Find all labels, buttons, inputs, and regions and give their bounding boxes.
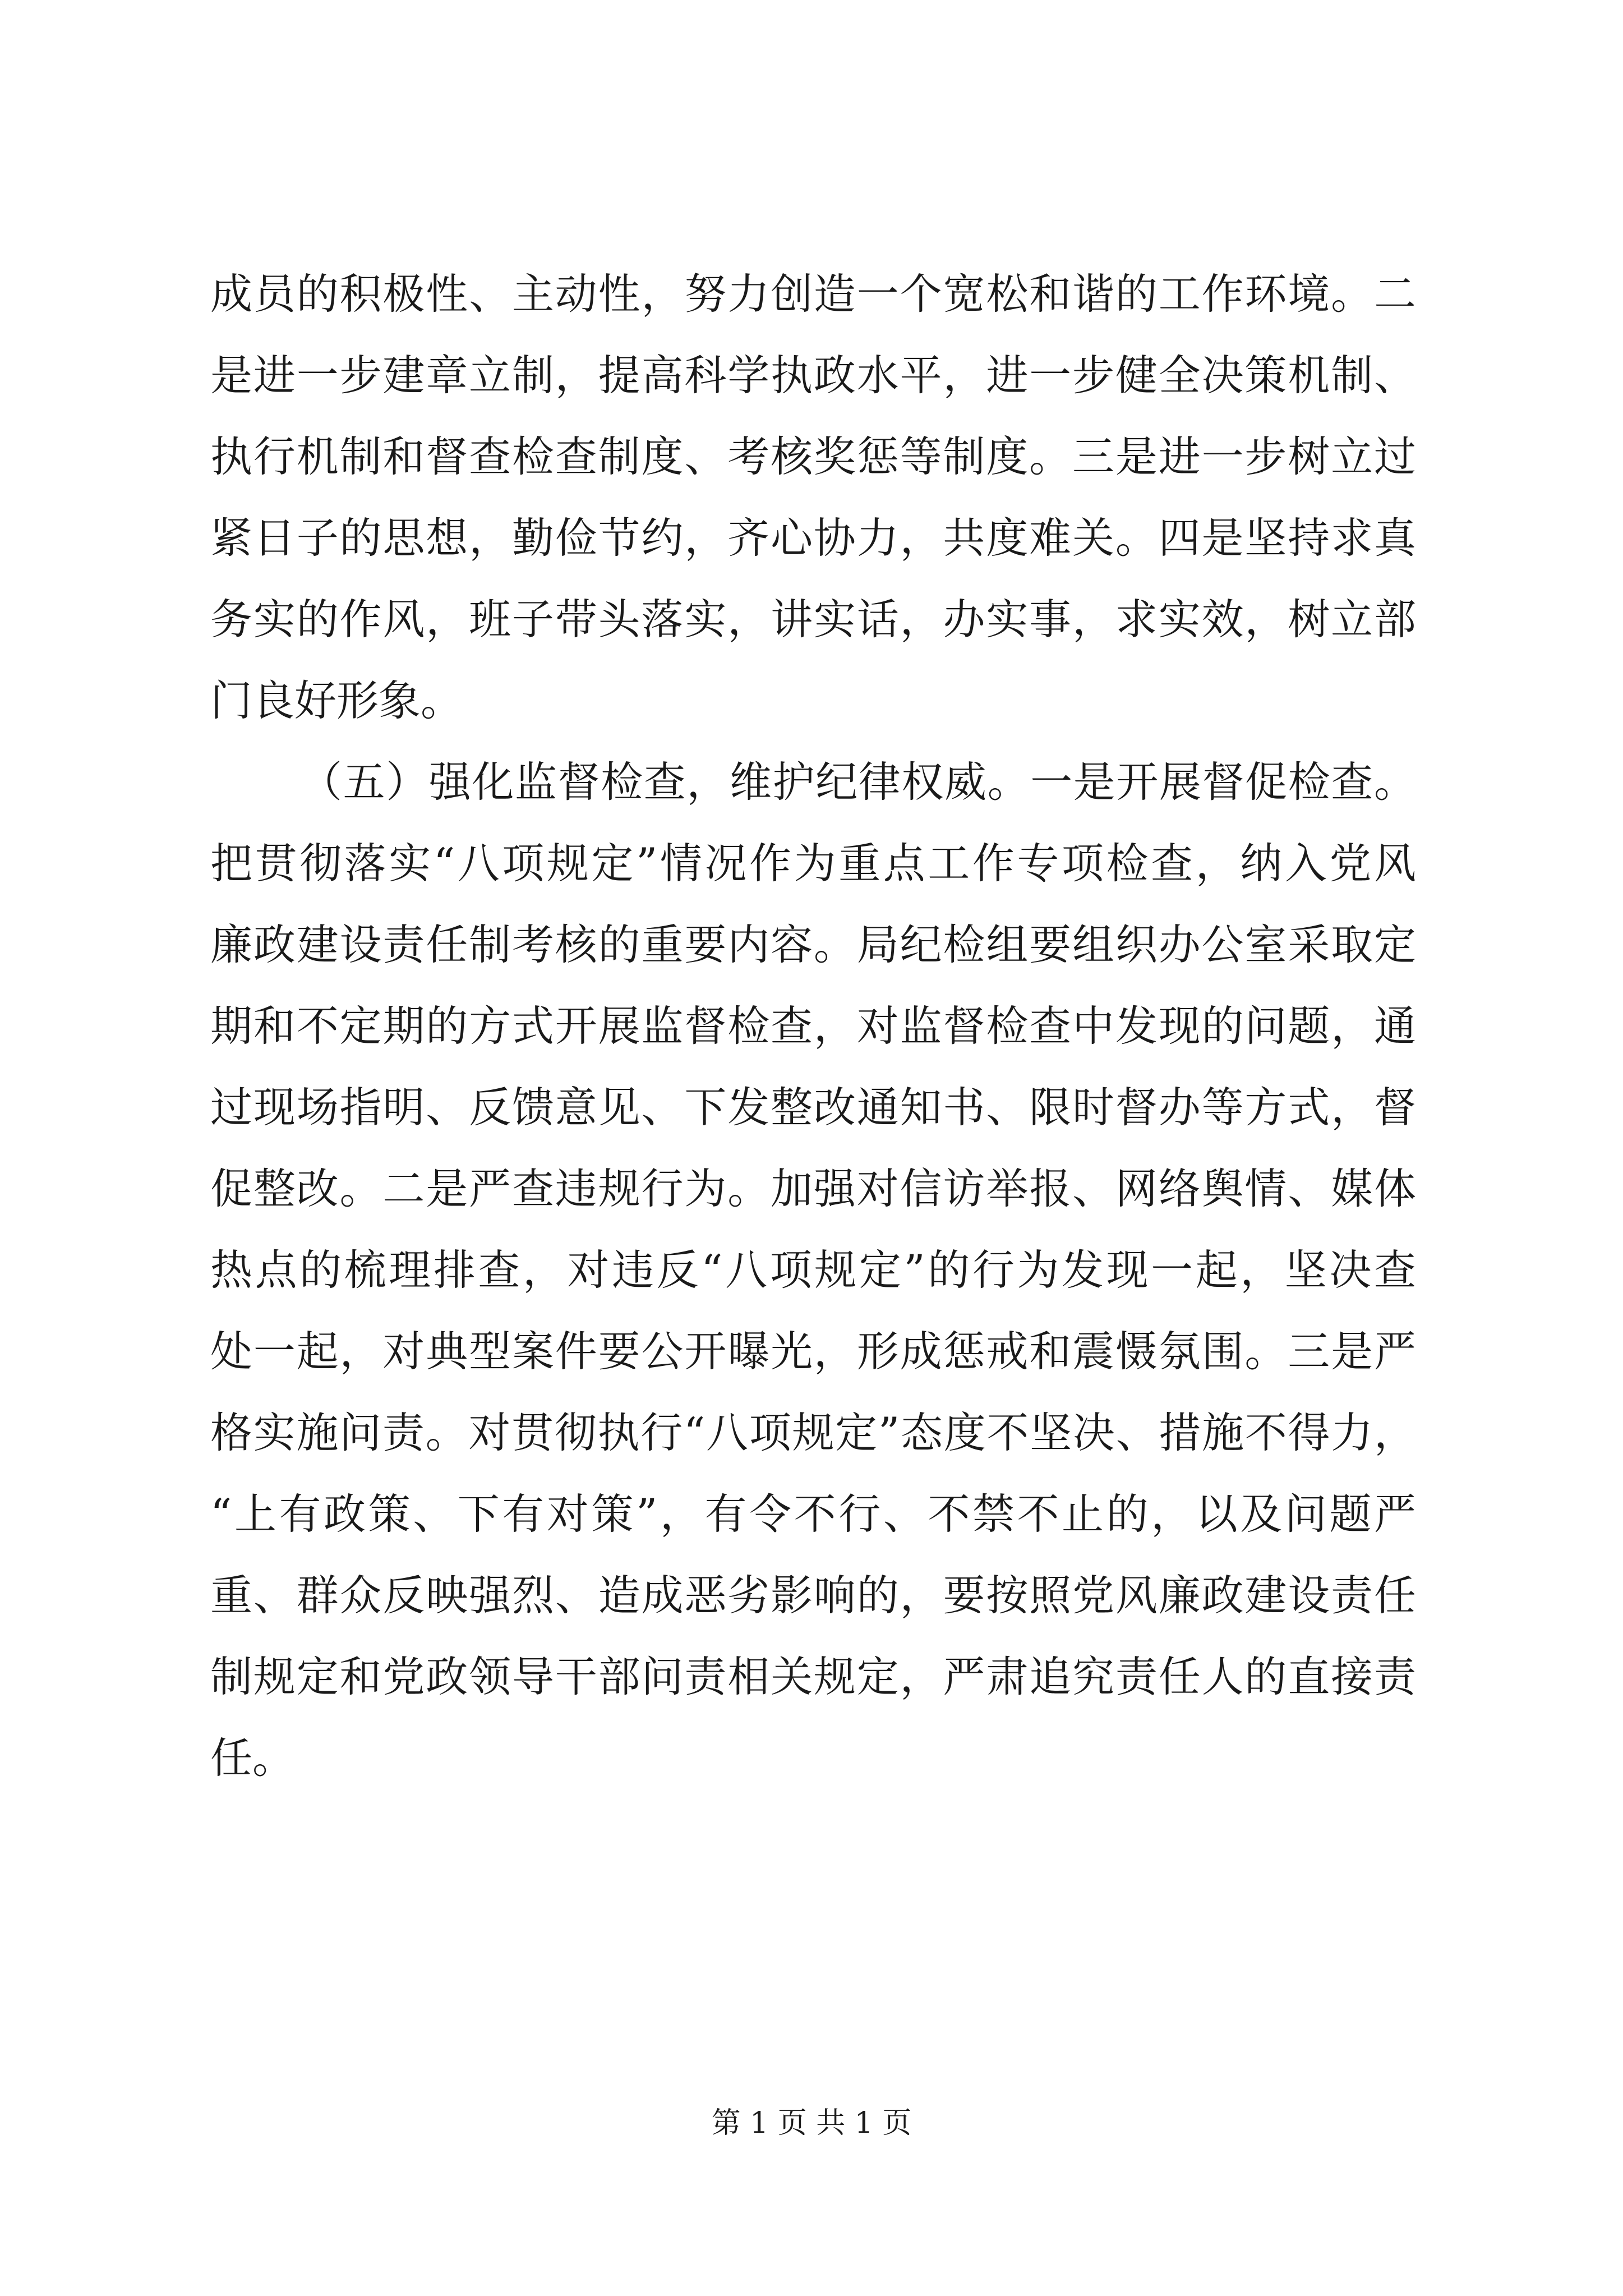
paragraph-line: 廉政建设责任制考核的重要内容。局纪检组要组织办公室采取定 xyxy=(210,920,1416,969)
paragraph-line: 过现场指明、反馈意见、下发整改通知书、限时督办等方式，督 xyxy=(210,1083,1416,1132)
paragraph-line: 重、群众反映强烈、造成恶劣影响的，要按照党风廉政建设责任 xyxy=(210,1571,1416,1620)
paragraph-line: 执行机制和督查检查制度、考核奖惩等制度。三是进一步树立过 xyxy=(210,432,1416,481)
paragraph-line: 任。 xyxy=(210,1733,295,1783)
paragraph-line: 是进一步建章立制，提高科学执政水平，进一步健全决策机制、 xyxy=(210,351,1416,400)
paragraph-line: 紧日子的思想，勤俭节约，齐心协力，共度难关。四是坚持求真 xyxy=(210,513,1416,563)
paragraph-line: 处一起，对典型案件要公开曝光，形成惩戒和震慑氛围。三是严 xyxy=(210,1327,1416,1376)
paragraph-line: 促整改。二是严查违规行为。加强对信访举报、网络舆情、媒体 xyxy=(210,1164,1416,1213)
paragraph-line: “上有政策、下有对策”，有令不行、不禁不止的，以及问题严 xyxy=(210,1489,1416,1539)
paragraph-line: 制规定和党政领导干部问责相关规定，严肃追究责任人的直接责 xyxy=(210,1652,1416,1701)
section-five-heading-line: （五）强化监督检查，维护纪律权威。一是开展督促检查。 xyxy=(300,757,1416,807)
paragraph-line: 门良好形象。 xyxy=(210,676,463,725)
paragraph-line: 格实施问责。对贯彻执行“八项规定”态度不坚决、措施不得力， xyxy=(210,1408,1416,1457)
paragraph-line: 热点的梳理排查，对违反“八项规定”的行为发现一起，坚决查 xyxy=(210,1245,1416,1295)
page-footer: 第 1 页 共 1 页 xyxy=(711,2106,912,2140)
paragraph-line: 期和不定期的方式开展监督检查，对监督检查中发现的问题，通 xyxy=(210,1001,1416,1051)
document-body xyxy=(210,254,1416,1799)
paragraph-line: 务实的作风，班子带头落实，讲实话，办实事，求实效，树立部 xyxy=(210,595,1416,644)
paragraph-line: 成员的积极性、主动性，努力创造一个宽松和谐的工作环境。二 xyxy=(210,269,1416,319)
paragraph-line: 把贯彻落实“八项规定”情况作为重点工作专项检查，纳入党风 xyxy=(210,839,1416,888)
